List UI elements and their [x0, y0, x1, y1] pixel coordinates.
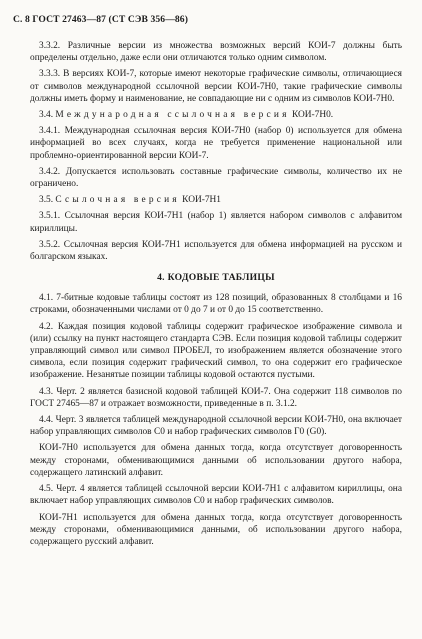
paragraph-3-4-2: 3.4.2. Допускается использовать составные графические символы, количество их не ограничено.: [30, 166, 402, 190]
heading-3-4-title: Международная ссылочная версия: [55, 110, 290, 121]
section-4-heading: 4. КОДОВЫЕ ТАБЛИЦЫ: [157, 272, 275, 284]
paragraph-4-3: 4.3. Черт. 2 является базисной кодовой таблицей КОИ-7. Она содержит 118 символов по ГОСТ 27465—87 и отражает возможности, приведенные в п. 3.1.2.: [30, 386, 402, 409]
paragraph-4-1: 4.1. 7-битные кодовые таблицы состоят из 128 позиций, образованных 8 столбцами и 16 строками, обозначенными числами от 0 до 7 и от 0 до 15 соответственно.: [30, 293, 402, 316]
paragraph-4-5-continued: КОИ-7Н1 используется для обмена данных тогда, когда отсутствует договоренность между сторонами, обменивающимися данными, об использовании другого набора, содержащего русский алфавит.: [30, 512, 402, 547]
page-header: С. 8 ГОСТ 27463—87 (СТ СЭВ 356—86): [13, 14, 188, 25]
heading-3-4: [30, 109, 402, 121]
heading-3-4-code: КОИ-7Н0.: [291, 110, 334, 121]
paragraph-3-5-2: 3.5.2. Ссылочная версия КОИ-7Н1 используется для обмена информацией на русском и болгарском языках.: [30, 239, 402, 263]
paragraph-4-2: 4.2. Каждая позиция кодовой таблицы содержит графическое изображение символа и (или) ссылку на пункт настоящего стандарта СЭВ. Если позиция кодовой таблицы содержит управляющий символ или символ ПРОБЕЛ, то изображением является обозначение этого символа, если позиция содержит графический символ, то она содержит его графическое изображение. Незанятые позиции таблицы кодовой остаются пустыми.: [30, 321, 402, 381]
paragraph-3-3-2: 3.3.2. Различные версии из множества возможных версий КОИ-7 должны быть определены отдельно, даже если они отличаются только одним символом.: [30, 41, 402, 64]
paragraph-3-5-1: 3.5.1. Ссылочная версия КОИ-7Н1 (набор 1) является набором символов с алфавитом кириллицы.: [30, 211, 402, 234]
heading-3-5-code: КОИ-7Н1: [182, 195, 221, 206]
paragraph-3-4-1: 3.4.1. Международная ссылочная версия КОИ-7Н0 (набор 0) используется для обмена информацией во всех случаях, когда не требуется применение национальной или проблемно-ориентированной версии КОИ-7.: [30, 126, 402, 161]
heading-3-5-title: Ссылочная версия: [55, 195, 180, 206]
paragraph-3-3-3: 3.3.3. В версиях КОИ-7, которые имеют некоторые графические символы, отличающиеся от символов международной ссылочной версии КОИ-7Н0, такие графические символы должны иметь форму и наименование, не совпадающие ни с одним из символов КОИ-7Н0.: [30, 69, 402, 104]
heading-3-4-number: 3.4.: [39, 110, 54, 121]
paragraph-4-4-continued: КОИ-7Н0 используется для обмена данных тогда, когда отсутствует договоренность между сторонами, обменивающимися данными об использовании другого набора, содержащего латинский алфавит.: [30, 443, 402, 478]
paragraph-4-4: 4.4. Черт. 3 является таблицей международной ссылочной версии КОИ-7Н0, она включает набор управляющих символов С0 и набор графических символов Г0 (G0).: [30, 415, 402, 438]
heading-3-5-number: 3.5.: [39, 195, 54, 206]
document-body: [30, 40, 402, 552]
paragraph-4-5: 4.5. Черт. 4 является таблицей ссылочной версии КОИ-7Н1 с алфавитом кириллицы, она включает набор управляющих символов С0 и набор графических символов.: [30, 484, 402, 507]
heading-3-5: [30, 194, 402, 206]
